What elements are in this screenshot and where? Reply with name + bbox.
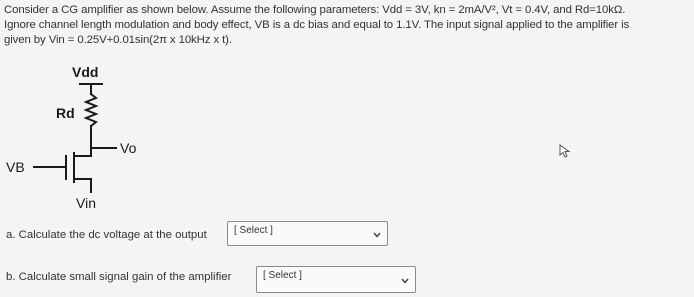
question-line-2: Ignore channel length modulation and body effect, VB is a dc bias and equal to 1.1V. The input signal applied to the amplifier is (4, 19, 630, 31)
vdd-label: Vdd (72, 64, 99, 80)
cg-amplifier-circuit (0, 60, 200, 220)
chevron-down-icon (401, 278, 409, 284)
part-b-label: b. Calculate small signal gain of the amplifier (6, 271, 232, 283)
question-line-3: given by Vin = 0.25V+0.01sin(2π x 10kHz x t). (4, 34, 232, 46)
part-a-label: a. Calculate the dc voltage at the output (6, 229, 207, 241)
part-a-select[interactable] (227, 221, 388, 246)
question-line-1: Consider a CG amplifier as shown below. Assume the following parameters: Vdd = 3V, kn = 2mA/V², Vt = 0.4V, and Rd=10kΩ. (4, 4, 626, 16)
vo-label: Vo (120, 140, 137, 156)
rd-resistor-symbol (86, 94, 96, 126)
question-text (4, 3, 692, 48)
part-b-selected-value: [ Select ] (263, 270, 302, 281)
chevron-down-icon (373, 232, 381, 238)
vin-label: Vin (76, 195, 96, 211)
mouse-cursor-icon (559, 144, 571, 158)
part-b-select[interactable] (256, 266, 416, 293)
rd-label: Rd (56, 105, 75, 121)
part-a-selected-value: [ Select ] (234, 225, 273, 236)
vb-label: VB (6, 159, 25, 175)
